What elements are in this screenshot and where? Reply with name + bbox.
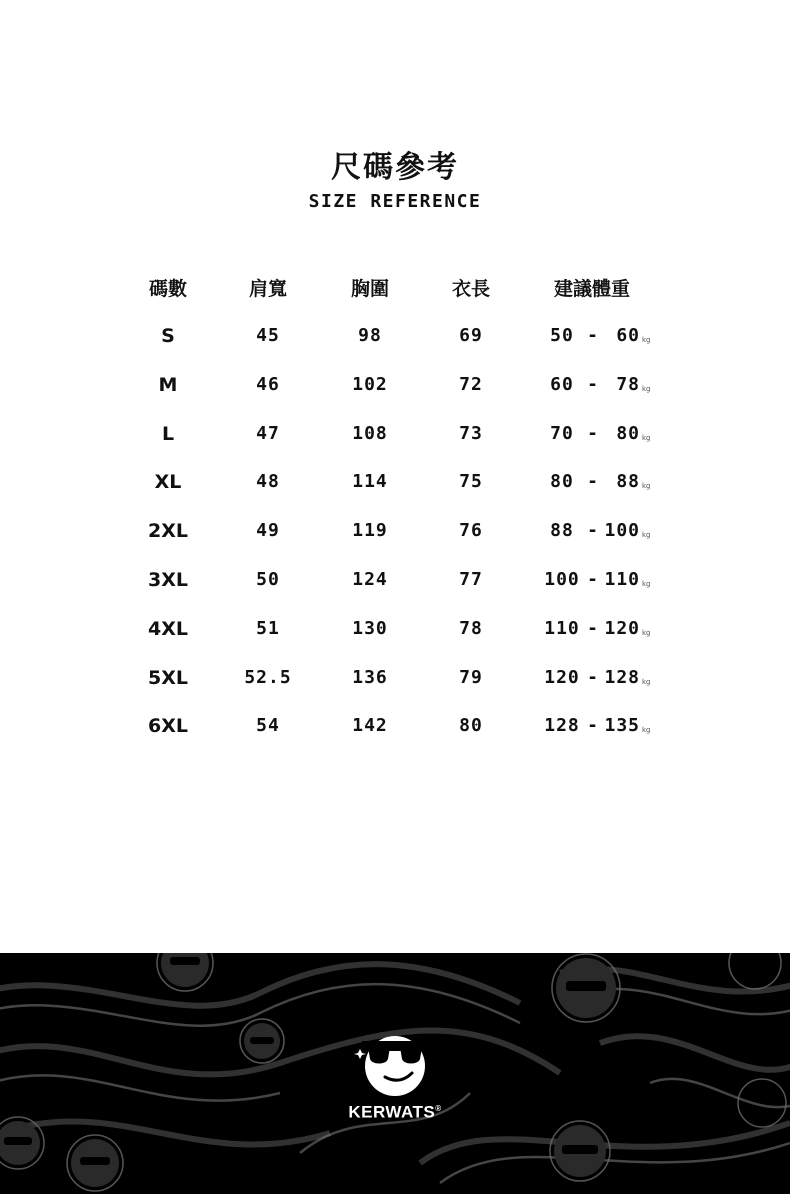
weight-dash: - bbox=[587, 325, 599, 346]
weight-unit: kg bbox=[642, 677, 651, 686]
table-row bbox=[0, 516, 790, 546]
weight-min-cell: 60 bbox=[550, 373, 574, 395]
weight-unit: kg bbox=[642, 628, 651, 637]
registered-mark: ® bbox=[435, 1104, 442, 1113]
length-cell: 75 bbox=[459, 471, 483, 493]
weight-min-cell: 100 bbox=[544, 569, 580, 590]
size-cell: 6XL bbox=[148, 715, 188, 738]
table-header bbox=[0, 274, 790, 304]
weight-unit: kg bbox=[642, 726, 651, 735]
weight-unit: kg bbox=[642, 433, 651, 442]
weight-min-cell: 88 bbox=[550, 520, 574, 542]
table-row bbox=[0, 565, 790, 595]
length-cell: 69 bbox=[459, 325, 483, 346]
weight-min-cell: 128 bbox=[544, 715, 580, 737]
shoulder-cell: 47 bbox=[256, 422, 280, 444]
header-size: 碼數 bbox=[148, 278, 187, 300]
weight-unit: kg bbox=[642, 531, 651, 540]
size-cell: S bbox=[161, 325, 175, 347]
weight-max-cell: 60 bbox=[616, 325, 640, 346]
chest-cell: 114 bbox=[352, 471, 388, 493]
weight-max-cell: 135 bbox=[604, 715, 640, 737]
weight-max-cell: 88 bbox=[616, 471, 640, 493]
chest-cell: 98 bbox=[358, 325, 382, 346]
shoulder-cell: 45 bbox=[256, 325, 280, 346]
weight-max-cell: 128 bbox=[604, 666, 640, 688]
page-title-zh: 尺碼參考 bbox=[331, 150, 459, 185]
header-chest: 胸圍 bbox=[350, 278, 389, 300]
length-cell: 79 bbox=[459, 666, 483, 688]
weight-max-cell: 80 bbox=[616, 422, 640, 444]
size-cell: 3XL bbox=[148, 569, 188, 591]
length-cell: 78 bbox=[459, 617, 483, 639]
weight-unit: kg bbox=[642, 482, 651, 491]
table-row bbox=[0, 321, 790, 351]
weight-dash: - bbox=[587, 520, 599, 542]
shoulder-cell: 52.5 bbox=[244, 666, 292, 688]
chest-cell: 142 bbox=[352, 715, 388, 737]
size-cell: 5XL bbox=[148, 666, 188, 689]
weight-max-cell: 78 bbox=[616, 373, 640, 395]
table-row bbox=[0, 614, 790, 644]
brand-text: KERWATS bbox=[348, 1102, 436, 1122]
chest-cell: 124 bbox=[352, 569, 388, 590]
weight-max-cell: 100 bbox=[604, 520, 640, 542]
length-cell: 76 bbox=[459, 520, 483, 542]
length-cell: 77 bbox=[459, 569, 483, 590]
size-cell: L bbox=[161, 422, 175, 445]
size-cell: 2XL bbox=[148, 520, 188, 543]
chest-cell: 136 bbox=[352, 666, 388, 688]
weight-dash: - bbox=[587, 471, 599, 493]
weight-unit: kg bbox=[642, 580, 651, 588]
weight-dash: - bbox=[587, 617, 599, 639]
header-shoulder: 肩寬 bbox=[248, 278, 287, 300]
chest-cell: 119 bbox=[352, 520, 388, 542]
weight-min-cell: 110 bbox=[544, 617, 580, 639]
weight-dash: - bbox=[587, 422, 599, 444]
shoulder-cell: 54 bbox=[256, 715, 280, 737]
header-weight: 建議體重 bbox=[553, 278, 630, 300]
table-row bbox=[0, 370, 790, 400]
weight-min-cell: 70 bbox=[550, 422, 574, 444]
weight-max-cell: 120 bbox=[604, 617, 640, 639]
chest-cell: 130 bbox=[352, 617, 388, 639]
shoulder-cell: 50 bbox=[256, 569, 280, 590]
weight-min-cell: 120 bbox=[544, 666, 580, 688]
weight-min-cell: 80 bbox=[550, 471, 574, 493]
header-length: 衣長 bbox=[451, 278, 490, 300]
table-row bbox=[0, 663, 790, 693]
size-cell: 4XL bbox=[148, 617, 188, 640]
shoulder-cell: 51 bbox=[256, 617, 280, 639]
shoulder-cell: 46 bbox=[256, 373, 280, 395]
brand-name bbox=[0, 1099, 790, 1123]
size-cell: M bbox=[158, 373, 178, 396]
table-row bbox=[0, 711, 790, 741]
shoulder-cell: 49 bbox=[256, 520, 280, 542]
weight-dash: - bbox=[587, 569, 599, 590]
page-title-en: SIZE REFERENCE bbox=[308, 191, 482, 212]
weight-min-cell: 50 bbox=[550, 325, 574, 346]
weight-unit: kg bbox=[642, 336, 651, 344]
weight-dash: - bbox=[587, 373, 599, 395]
weight-dash: - bbox=[587, 666, 599, 688]
weight-dash: - bbox=[587, 715, 599, 737]
table-row bbox=[0, 467, 790, 497]
size-cell: XL bbox=[154, 471, 182, 494]
weight-max-cell: 110 bbox=[604, 569, 640, 590]
length-cell: 72 bbox=[459, 373, 483, 395]
chest-cell: 108 bbox=[352, 422, 388, 444]
length-cell: 73 bbox=[459, 422, 483, 444]
chest-cell: 102 bbox=[352, 373, 388, 395]
weight-unit: kg bbox=[642, 384, 651, 393]
footer-banner bbox=[0, 953, 790, 1194]
table-row bbox=[0, 419, 790, 449]
length-cell: 80 bbox=[459, 715, 483, 737]
shoulder-cell: 48 bbox=[256, 471, 280, 493]
